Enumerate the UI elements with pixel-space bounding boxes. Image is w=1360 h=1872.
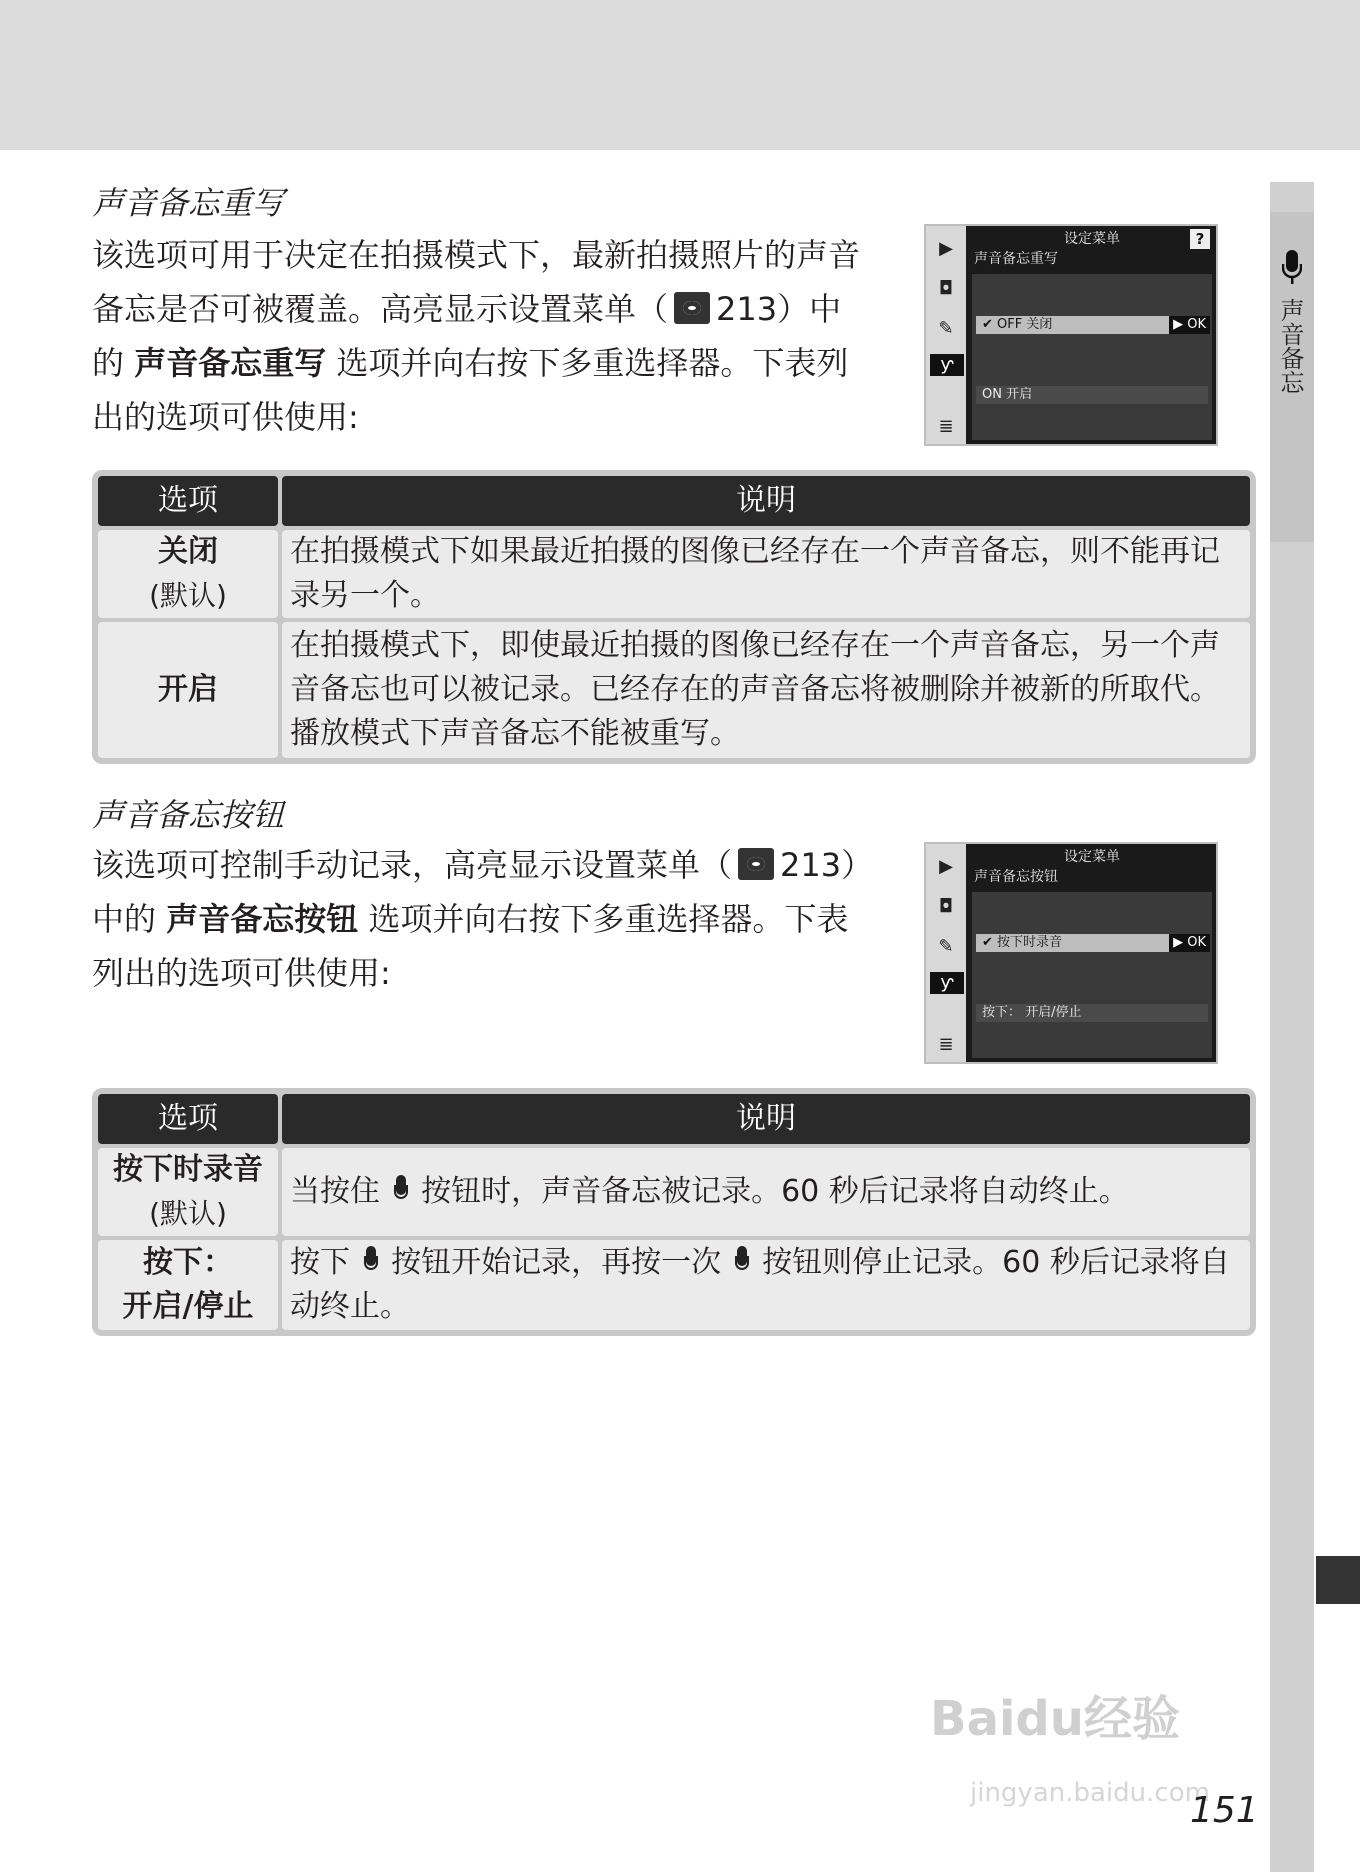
table-header-row — [98, 1094, 1250, 1144]
table-row — [98, 530, 1250, 618]
recent-settings-icon: ≣ — [938, 1034, 954, 1055]
camera-menu-tabs — [926, 226, 966, 444]
option-cell: 关闭 (默认) — [98, 530, 278, 618]
side-tab-head — [1270, 212, 1314, 542]
table-header-row — [98, 476, 1250, 526]
watermark-url: jingyan.baidu.com — [970, 1778, 1210, 1808]
camera-option-on: ON 开启 — [976, 386, 1208, 404]
description-cell: 按下 按钮开始记录，再按一次 按钮则停止记录。60 秒后记录将自动终止。 — [282, 1240, 1250, 1330]
recent-settings-icon: ≣ — [938, 416, 954, 437]
table-header-option: 选项 — [98, 476, 278, 526]
camera-icon: ◘ — [938, 278, 954, 299]
side-tab — [1270, 182, 1314, 1872]
table-row — [98, 622, 1250, 758]
pencil-icon: ✎ — [938, 318, 954, 339]
camera-menu-tabs — [926, 844, 966, 1062]
options-table-overwrite — [92, 470, 1256, 764]
camera-menu-header: 设定菜单 — [1064, 231, 1120, 247]
section-paragraph-overwrite: 该选项可用于决定在拍摄模式下，最新拍摄照片的声音备忘是否可被覆盖。高亮显示设置菜单（ 213）中的 声音备忘重写 选项并向右按下多重选择器。下表列出的选项可供使用: — [92, 236, 861, 436]
table-row — [98, 1148, 1250, 1236]
page-reference-icon — [738, 848, 774, 880]
description-cell: 在拍摄模式下如果最近拍摄的图像已经存在一个声音备忘，则不能再记录另一个。 — [282, 530, 1250, 618]
microphone-icon — [364, 1246, 378, 1276]
camera-screen-overwrite — [924, 224, 1218, 446]
option-cell: 按下时录音 (默认) — [98, 1148, 278, 1236]
camera-option-off: ✔ OFF 关闭 ▶ OK — [976, 316, 1208, 334]
camera-options-panel — [972, 274, 1212, 440]
menu-item-name: 声音备忘重写 — [134, 344, 327, 382]
ok-indicator: ▶ OK — [1169, 934, 1210, 952]
page-reference-icon — [674, 292, 710, 324]
camera-menu-subtitle: 声音备忘重写 — [974, 251, 1058, 267]
page-reference: 213 — [780, 846, 842, 884]
page-number: 151 — [1190, 1790, 1259, 1831]
option-cell: 开启 — [98, 622, 278, 758]
menu-item-name: 声音备忘按钮 — [166, 900, 359, 938]
section-paragraph-button: 该选项可控制手动记录，高亮显示设置菜单（ 213）中的 声音备忘按钮 选项并向右按下多重选择器。下表列出的选项可供使用: — [92, 846, 858, 992]
camera-menu-subtitle: 声音备忘按钮 — [974, 869, 1058, 885]
watermark-brand: Baidu经验 — [930, 1691, 1180, 1747]
camera-icon: ◘ — [938, 896, 954, 917]
table-row — [98, 1240, 1250, 1330]
help-icon: ? — [1190, 229, 1210, 249]
table-header-description: 说明 — [282, 1094, 1250, 1144]
options-table-button — [92, 1088, 1256, 1336]
microphone-icon — [394, 1175, 408, 1205]
camera-menu-header: 设定菜单 — [1064, 849, 1120, 865]
camera-option-hold: ✔ 按下时录音 ▶ OK — [976, 934, 1208, 952]
playback-icon: ▶ — [939, 856, 953, 877]
table-header-option: 选项 — [98, 1094, 278, 1144]
wrench-icon: ƴ — [930, 972, 964, 994]
playback-icon: ▶ — [939, 238, 953, 259]
page-reference: 213 — [716, 290, 778, 328]
microphone-icon — [735, 1246, 749, 1276]
side-marker — [1316, 1556, 1360, 1604]
header-band — [0, 0, 1360, 150]
camera-screen-button — [924, 842, 1218, 1064]
ok-indicator: ▶ OK — [1169, 316, 1210, 334]
section-title-button: 声音备忘按钮 — [92, 796, 285, 834]
camera-options-panel — [972, 892, 1212, 1058]
microphone-icon — [1282, 250, 1302, 286]
wrench-icon: ƴ — [930, 354, 964, 376]
description-cell: 当按住 按钮时，声音备忘被记录。60 秒后记录将自动终止。 — [282, 1148, 1250, 1236]
pencil-icon: ✎ — [938, 936, 954, 957]
table-header-description: 说明 — [282, 476, 1250, 526]
option-cell: 按下： 开启/停止 — [98, 1240, 278, 1330]
section-title-overwrite: 声音备忘重写 — [92, 184, 285, 222]
camera-option-press: 按下： 开启/停止 — [976, 1004, 1208, 1022]
side-tab-label: 声音备忘 — [1276, 298, 1304, 394]
description-cell: 在拍摄模式下，即使最近拍摄的图像已经存在一个声音备忘，另一个声音备忘也可以被记录。已经存在的声音备忘将被删除并被新的所取代。播放模式下声音备忘不能被重写。 — [282, 622, 1250, 758]
